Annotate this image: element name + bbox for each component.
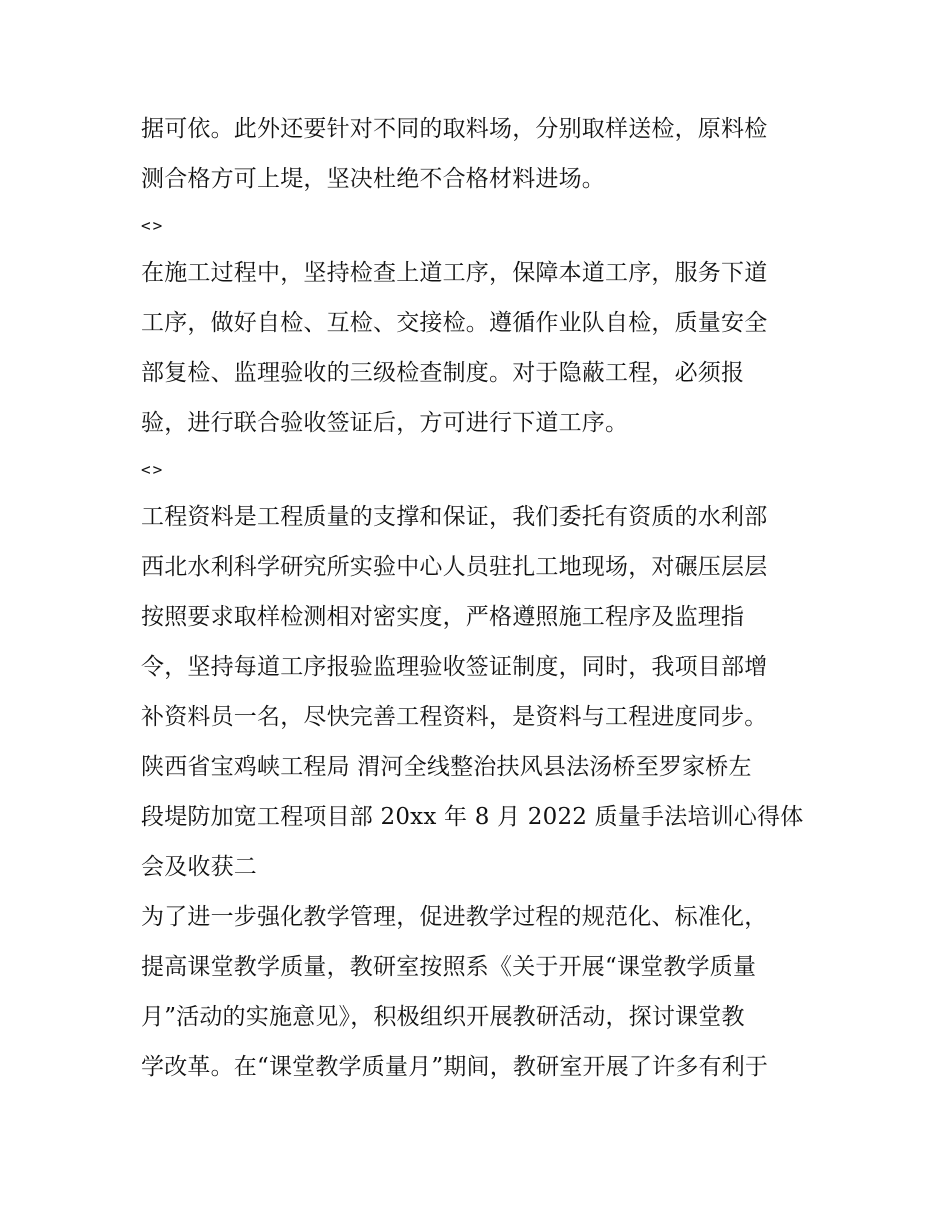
text-line: 据可依。此外还要针对不同的取料场，分别取样送检，原料检 xyxy=(141,116,768,142)
paragraph-engineering-records xyxy=(141,492,821,1092)
text-line: 西北水利科学研究所实验中心人员驻扎工地现场，对碾压层层 xyxy=(141,554,768,580)
document-body xyxy=(141,104,821,1092)
paragraph-process-inspection xyxy=(141,248,821,448)
text-line: 提高课堂教学质量，教研室按照系《关于开展“课堂教学质量 xyxy=(141,954,757,980)
text-line: 令，坚持每道工序报验监理验收签证制度，同时，我项目部增 xyxy=(141,654,768,680)
text-line: 月”活动的实施意见》，积极组织开展教研活动，探讨课堂教 xyxy=(141,1004,745,1030)
text-line: 在施工过程中，坚持检查上道工序，保障本道工序，服务下道 xyxy=(141,260,768,286)
text-line: 验，进行联合验收签证后，方可进行下道工序。 xyxy=(141,410,629,436)
text-line: 为了进一步强化教学管理，促进教学过程的规范化、标准化， xyxy=(141,904,768,930)
text-line: 学改革。在“课堂教学质量月”期间，教研室开展了许多有利于 xyxy=(141,1054,769,1080)
separator-marker: <> xyxy=(141,460,165,479)
separator-marker: <> xyxy=(141,216,165,235)
text-line: 工程资料是工程质量的支撑和保证，我们委托有资质的水利部 xyxy=(141,504,768,530)
text-line: 工序，做好自检、互检、交接检。遵循作业队自检，质量安全 xyxy=(141,310,768,336)
text-line: 段堤防加宽工程项目部 20xx 年 8 月 2022 质量手法培训心得体 xyxy=(141,804,804,830)
text-line: 补资料员一名，尽快完善工程资料，是资料与工程进度同步。 xyxy=(141,704,768,730)
text-line: 按照要求取样检测相对密实度，严格遵照施工程序及监理指 xyxy=(141,604,745,630)
text-line: 会及收获二 xyxy=(141,854,257,880)
text-line: 部复检、监理验收的三级检查制度。对于隐蔽工程，必须报 xyxy=(141,360,745,386)
paragraph-material-testing xyxy=(141,104,821,204)
text-line: 测合格方可上堤，坚决杜绝不合格材料进场。 xyxy=(141,166,605,192)
text-line: 陕西省宝鸡峡工程局 渭河全线整治扶风县法汤桥至罗家桥左 xyxy=(141,754,752,780)
